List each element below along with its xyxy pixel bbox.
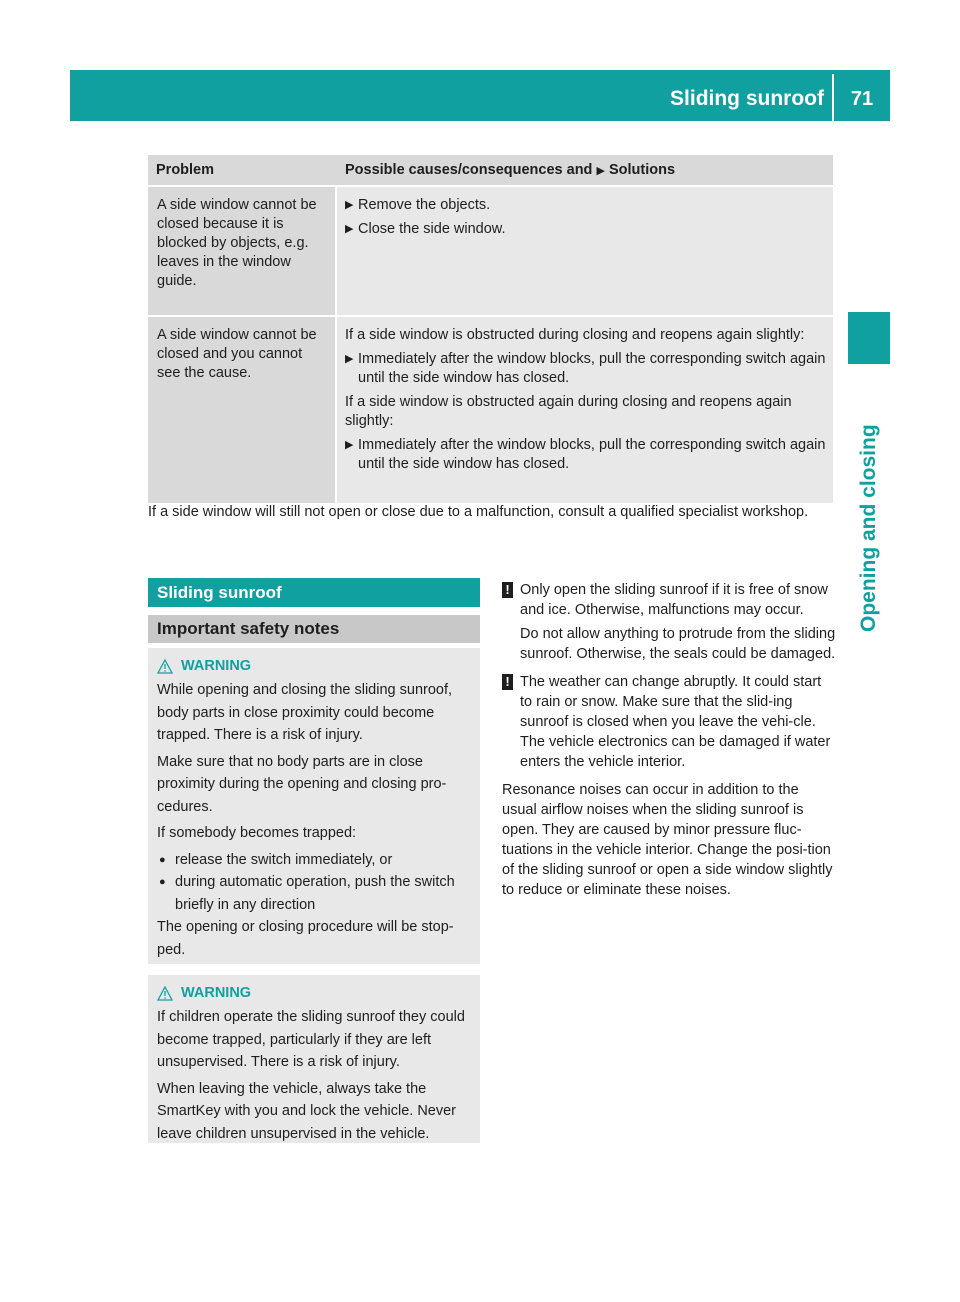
step-arrow-icon: ▶ xyxy=(345,353,354,365)
exclamation-icon: ! xyxy=(502,582,513,598)
note-text: Only open the sliding sunroof if it is free of snow and ice. Otherwise, malfunctions may occur. xyxy=(520,582,828,618)
warning-text: If children operate the sliding sunroof they could become trapped, particularly if they are left unsupervised. There is a risk of injury. xyxy=(157,1009,465,1070)
side-tab-marker xyxy=(848,312,890,364)
resonance-paragraph: Resonance noises can occur in addition to the usual airflow noises when the sliding sunroof is open. They are caused by minor pressure fluc-tuations in the vehicle interior. Change the posi-tion of the sliding sunroof or open a side window slightly to reduce or eliminate these noises. xyxy=(502,782,833,898)
warning-text: If somebody becomes trapped: xyxy=(157,825,357,841)
warning-triangle-icon xyxy=(157,986,173,1001)
exclamation-icon: ! xyxy=(502,674,513,690)
chapter-side-tab: Opening and closing xyxy=(857,424,880,632)
table-row xyxy=(148,317,833,503)
note-body xyxy=(520,672,837,776)
problem-cell: A side window cannot be closed and you cannot see the cause. xyxy=(148,317,335,503)
note-text: Do not allow anything to protrude from the sliding sunroof. Otherwise, the seals could be damaged. xyxy=(520,626,836,662)
problem-cell: A side window cannot be closed because it is blocked by objects, e.g. leaves in the window guide. xyxy=(148,187,335,315)
solution-step xyxy=(345,436,827,474)
page-header-title: Sliding sunroof xyxy=(670,87,824,110)
warning-label: WARNING xyxy=(181,984,252,1001)
header-divider xyxy=(832,74,834,121)
note xyxy=(502,580,837,668)
step-text: Remove the objects. xyxy=(358,197,491,213)
warning-heading xyxy=(157,983,473,1003)
solution-cell xyxy=(337,317,833,503)
solution-step xyxy=(345,196,827,215)
step-text: Immediately after the window blocks, pull the corresponding switch again until the side window has closed. xyxy=(358,437,826,472)
warning-text: The opening or closing procedure will be stop-ped. xyxy=(157,919,454,958)
list-item-text: during automatic operation, push the switch briefly in any direction xyxy=(175,874,455,913)
right-column xyxy=(502,580,837,900)
warning-box xyxy=(148,975,480,1143)
step-text: Close the side window. xyxy=(358,221,506,237)
solution-intro: If a side window is obstructed again during closing and reopens again slightly: xyxy=(345,394,792,429)
solution-intro: If a side window is obstructed during closing and reopens again slightly: xyxy=(345,327,805,343)
table-row xyxy=(148,187,833,315)
bullet-icon: ● xyxy=(159,876,166,888)
list-item xyxy=(157,871,473,916)
column-header-solutions-label: Possible causes/consequences and xyxy=(345,162,593,178)
warning-text: While opening and closing the sliding sunroof, body parts in close proximity could become trapped. There is a risk of injury. xyxy=(157,682,453,743)
page-number: 71 xyxy=(850,88,874,110)
column-header-problem: Problem xyxy=(156,162,215,178)
step-arrow-icon: ▶ xyxy=(345,223,354,235)
subsection-title: Important safety notes xyxy=(148,615,480,643)
malfunction-paragraph: If a side window will still not open or close due to a malfunction, consult a qualified specialist workshop. xyxy=(148,504,809,520)
solution-cell xyxy=(337,187,833,315)
warning-triangle-icon xyxy=(157,659,173,674)
column-header-solutions-suffix: Solutions xyxy=(608,162,676,178)
warning-box xyxy=(148,648,480,964)
list-item xyxy=(157,849,473,872)
table-header xyxy=(148,155,833,185)
solution-step xyxy=(345,220,827,239)
warning-label: WARNING xyxy=(181,657,252,674)
step-arrow-icon: ▶ xyxy=(345,439,354,451)
section-title: Sliding sunroof xyxy=(148,578,480,607)
bullet-icon: ● xyxy=(159,853,166,866)
warning-text: Make sure that no body parts are in close proximity during the opening and closing pro-cedures. xyxy=(157,753,447,815)
solution-arrow-icon: ▶ xyxy=(596,165,605,177)
solution-step xyxy=(345,350,827,388)
note-text: The weather can change abruptly. It could start to rain or snow. Make sure that the slid-ing sunroof is closed when you leave the vehi-cle. The vehicle electronics can be damaged if water enters the vehicle interior. xyxy=(520,674,831,770)
warning-heading xyxy=(157,656,473,676)
step-text: Immediately after the window blocks, pull the corresponding switch again until the side window has closed. xyxy=(358,351,826,386)
note xyxy=(502,672,837,776)
warning-text: When leaving the vehicle, always take the SmartKey with you and lock the vehicle. Never leave children unsupervised in the vehicle. xyxy=(157,1080,456,1142)
problem-solution-table xyxy=(148,155,833,505)
list-item-text: release the switch immediately, or xyxy=(175,851,393,868)
column-header-solutions xyxy=(337,155,833,185)
note-body xyxy=(520,580,837,668)
step-arrow-icon: ▶ xyxy=(345,199,354,211)
